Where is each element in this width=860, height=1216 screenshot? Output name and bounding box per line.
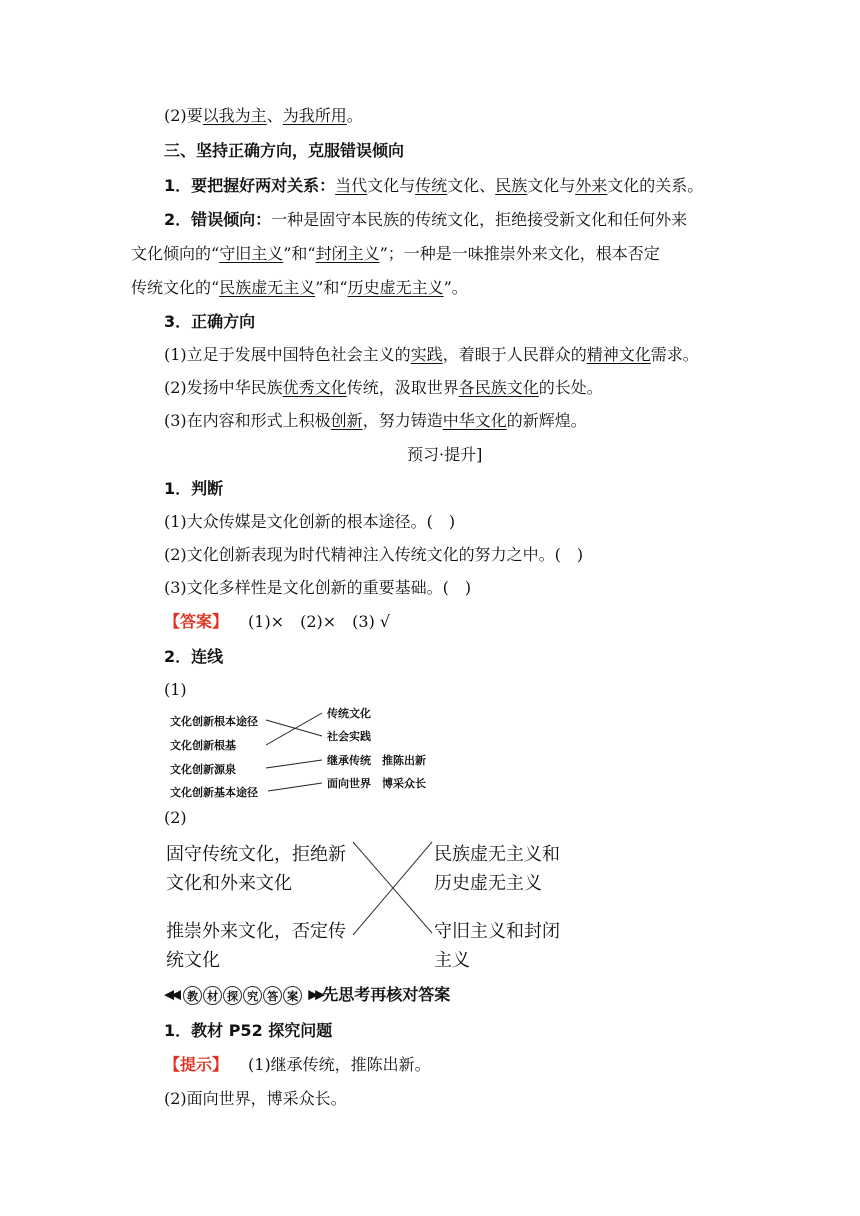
q2-part1-label: (1) — [164, 680, 187, 699]
match1-right-1: 传统文化 — [327, 707, 371, 720]
para-p1: 1．要把握好两对关系：当代文化与传统文化、民族文化与外来文化的关系。 — [164, 176, 704, 195]
q1-item-3: (3)文化多样性是文化创新的重要基础。( ) — [164, 578, 472, 597]
para-p2-line2: 文化倾向的“守旧主义”和“封闭主义”；一种是一味推崇外来文化，根本否定 — [131, 244, 660, 263]
para-p3-item3: (3)在内容和形式上积极创新，努力铸造中华文化的新辉煌。 — [164, 411, 587, 430]
match1-right-4: 面向世界 博采众长 — [327, 777, 426, 790]
answer-label: 【答案】 — [164, 612, 229, 631]
double-right-arrow-icon: ▶▶ — [308, 987, 323, 1003]
match1-line-a — [266, 720, 322, 736]
match2-right-2b: 主义 — [434, 950, 470, 971]
e1-title: 1．教材 P52 探究问题 — [164, 1021, 333, 1040]
q1-answer: 【答案】 (1)× (2)× (3) √ — [164, 612, 391, 631]
match1-right-3: 继承传统 推陈出新 — [327, 754, 426, 767]
match1-left-2: 文化创新根基 — [170, 739, 236, 752]
match1-left-1: 文化创新根本途径 — [170, 715, 258, 728]
textbook-answer-banner: ◀◀ 教 材 探 究 答 案 ▶▶先思考再核对答案 — [164, 985, 451, 1004]
match1-left-3: 文化创新源泉 — [170, 763, 236, 776]
match1-line-c — [266, 760, 322, 768]
e1-hint-1: 【提示】 (1)继承传统，推陈出新。 — [164, 1055, 431, 1074]
q1-item-2: (2)文化创新表现为时代精神注入传统文化的努力之中。( ) — [164, 545, 584, 564]
match2-left-1b: 文化和外来文化 — [166, 873, 292, 894]
match2-left-2a: 推崇外来文化，否定传 — [166, 921, 346, 942]
match2-left-1a: 固守传统文化，拒绝新 — [166, 844, 346, 865]
e1-hint-2: (2)面向世界，博采众长。 — [164, 1089, 347, 1108]
match2-right-1a: 民族虚无主义和 — [434, 844, 560, 865]
section3-title: 三、坚持正确方向，克服错误倾向 — [164, 141, 405, 160]
match2-right-1b: 历史虚无主义 — [434, 873, 542, 894]
para-p3-item2: (2)发扬中华民族优秀文化传统，汲取世界各民族文化的长处。 — [164, 378, 603, 397]
double-left-arrow-icon: ◀◀ — [164, 987, 178, 1003]
para-s2-item2: (2)要以我为主、为我所用。 — [164, 106, 363, 125]
q2-part2-label: (2) — [164, 808, 187, 827]
match1-line-d — [268, 783, 322, 791]
match1-line-b — [266, 713, 322, 745]
match1-left-4: 文化创新基本途径 — [170, 786, 258, 799]
hint-label: 【提示】 — [164, 1055, 229, 1074]
preview-heading: 预习·提升] — [407, 445, 483, 464]
match1-right-2: 社会实践 — [327, 730, 371, 743]
q2-title: 2．连线 — [164, 647, 224, 666]
q1-item-1: (1)大众传媒是文化创新的根本途径。( ) — [164, 512, 456, 531]
q1-title: 1．判断 — [164, 479, 224, 498]
para-p2-line1: 2．错误倾向：一种是固守本民族的传统文化，拒绝接受新文化和任何外来 — [164, 210, 688, 229]
match2-left-2b: 统文化 — [166, 950, 220, 971]
para-p3-item1: (1)立足于发展中国特色社会主义的实践，着眼于人民群众的精神文化需求。 — [164, 345, 699, 364]
para-p2-line3: 传统文化的“民族虚无主义”和“历史虚无主义”。 — [131, 278, 468, 297]
match2-right-2a: 守旧主义和封闭 — [434, 921, 560, 942]
para-p3-title: 3．正确方向 — [164, 312, 256, 331]
